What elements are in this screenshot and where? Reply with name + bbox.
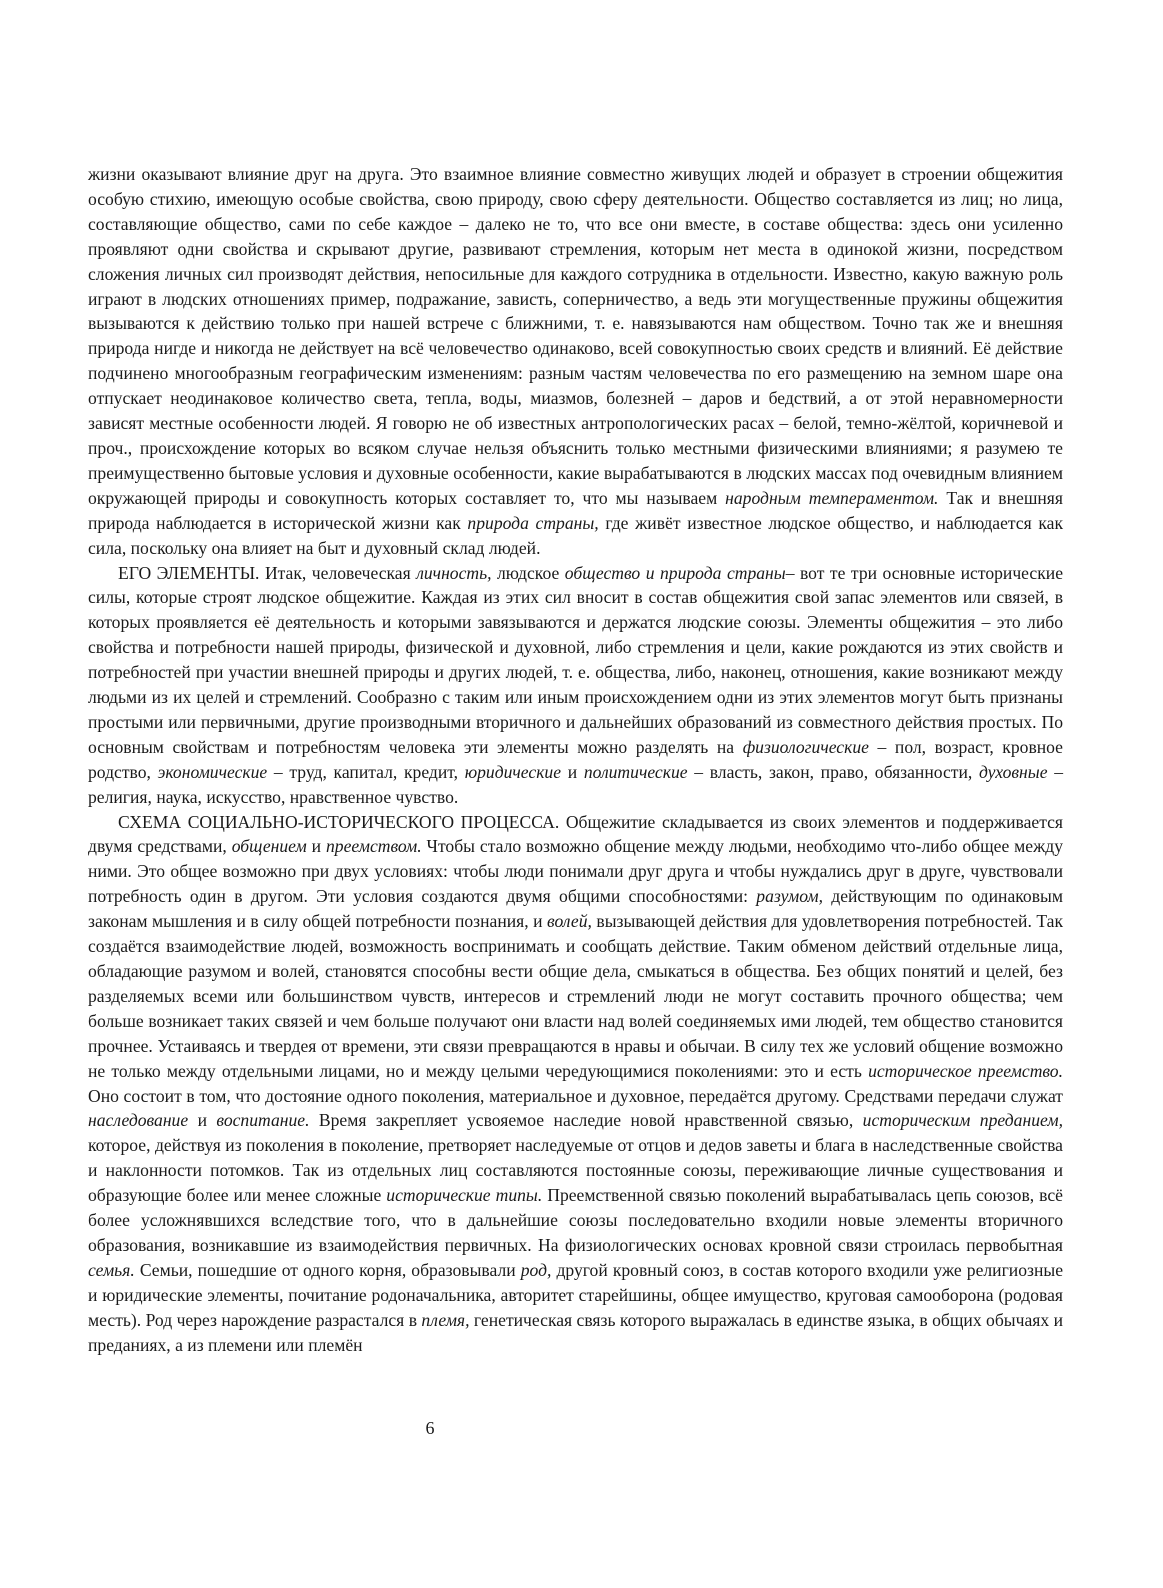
text-run: действующим по одинаковым законам мышления и в силу общей потребности познания, и (88, 886, 1063, 932)
text-run: где живёт известное людское общество, и наблюдается как сила, поскольку она влияет на быт и духовный склад людей. (88, 512, 1063, 558)
italic-term: народным темпераментом. (725, 487, 939, 508)
paragraph-1 (88, 162, 1063, 561)
text-run: людское (491, 562, 565, 583)
italic-term: юридические (464, 761, 562, 782)
italic-term: историческим преданием, (862, 1110, 1063, 1131)
text-run: и (188, 1110, 217, 1131)
italic-term: личность, (416, 562, 492, 583)
paragraph-2 (88, 561, 1063, 810)
text-run: – вот те три основные исторические силы, которые строят людское общежитие. Каждая из этих сил вносит в состав общежития свой запас элементов или связей, в которых проявляется её деятельность и которыми завязываются и держатся людские союзы. Элементы общежития – это либо свойства и потребности нашей природы, физической и духовной, либо стремления и цели, какие рождаются из этих свойств и потребностей при участии внешней природы и других людей, т. е. общества, либо, наконец, отношения, какие возникают между людьми из их целей и стремлений. Сообразно с таким или иным происхождением одни из этих элементов могут быть признаны простыми или первичными, другие производными вторичного и дальнейших образований из совместного действия простых. По основным свойствам и потребностям человека эти элементы можно разделять на (88, 562, 1064, 757)
text-run: – пол, возраст, кровное родство, (88, 736, 1063, 782)
italic-term: воспитание. (216, 1110, 310, 1131)
text-run: – труд, капитал, кредит, (267, 761, 465, 782)
italic-term: общество и природа страны (564, 562, 786, 583)
text-run: и (306, 836, 326, 857)
italic-term: историческое преемство. (868, 1060, 1063, 1081)
italic-term: исторические типы. (386, 1185, 543, 1206)
text-run: Чтобы стало возможно общение между людьми, необходимо что-либо общее между ними. Это общее возможно при двух условиях: чтобы люди понимали друг друга и чтобы нуждались друг в друге, чувствовали потребность один в другом. Эти условия создаются двумя общими способностями: (88, 836, 1063, 907)
text-run: – власть, закон, право, обязанности, (687, 761, 979, 782)
italic-term: род, (520, 1259, 552, 1280)
italic-term: политические (583, 761, 688, 782)
text-run: Так и внешняя природа наблюдается в исторической жизни как (88, 487, 1063, 533)
text-run: ЕГО ЭЛЕМЕНТЫ. Итак, человеческая (118, 562, 417, 583)
italic-term: преемством. (325, 836, 422, 857)
text-run: генетическая связь которого выражалась в единстве языка, в общих обычаях и преданиях, а из племени или племён (88, 1309, 1064, 1355)
text-run: Преемственной связью поколений вырабатывалась цепь союзов, всё более усложнявшихся вследствие того, что в дальнейшие союзы последовательно входили новые элементы вторичного образования, возникавшие из взаимодействия первичных. На физиологических основах кровной связи строилась первобытная (88, 1185, 1063, 1255)
italic-term: экономические (157, 761, 268, 782)
page-body (88, 162, 1063, 1358)
text-run: СХЕМА СОЦИАЛЬНО-ИСТОРИЧЕСКОГО ПРОЦЕССА. Общежитие складывается из своих элементов и поддерживается двумя средствами, (88, 811, 1063, 857)
paragraph-3 (88, 810, 1063, 1358)
text-run: вызывающей действия для удовлетворения потребностей. Так создаётся взаимодействие людей, возможность воспринимать и сообщать действие. Таким обменом действий отдельные лица, обладающие разумом и волей, становятся способны вести общие дела, смыкаться в общества. Без общих понятий и целей, без разделяемых всеми или большинством чувств, интересов и стремлений люди не могут составить прочного общества; чем больше возникает таких связей и чем больше получают они власти над волей соединяемых ими людей, тем общество становится прочнее. Устаиваясь и твердея от времени, эти связи превращаются в нравы и обычаи. В силу тех же условий общение возможно не только между отдельными лицами, но и между целыми чередующимися поколениями: это и есть (88, 911, 1063, 1081)
text-run: – религия, наука, искусство, нравственное чувство. (88, 761, 1063, 807)
text-run: и (561, 761, 584, 782)
italic-term: физиологические (742, 736, 869, 757)
text-run: другой кровный союз, в состав которого входили уже религиозные и юридические элементы, почитание родоначальника, авторитет старейшины, общее имущество, круговая самооборона (родовая месть). Род через нарождение разрастался в (88, 1259, 1064, 1330)
italic-term: общением (231, 836, 307, 857)
page-number: 6 (425, 1418, 435, 1438)
text-run: Оно состоит в том, что достояние одного поколения, материальное и духовное, передаётся другому. Средствами передачи служат (88, 1085, 1063, 1106)
italic-term: семья. (88, 1259, 135, 1280)
italic-term: волей, (547, 911, 592, 932)
italic-term: духовные (979, 761, 1048, 782)
text-run: которое, действуя из поколения в поколение, претворяет наследуемые от отцов и дедов заветы и блага в наследственные свойства и наклонности потомков. Так из отдельных лиц составляются постоянные союзы, переживающие личные существования и образующие более или менее сложные (88, 1135, 1063, 1206)
text-run: Семьи, пошедшие от одного корня, образовывали (134, 1259, 521, 1280)
italic-term: племя, (421, 1309, 470, 1330)
text-run: жизни оказывают влияние друг на друга. Это взаимное влияние совместно живущих людей и образует в строении общежития особую стихию, имеющую особые свойства, свою природу, свою сферу деятельности. Общество составляется из лиц; но лица, составляющие общество, сами по себе каждое – далеко не то, что все они вместе, в составе общества: здесь они усиленно проявляют одни свойства и скрывают другие, развивают стремления, которым нет места в одинокой жизни, посредством сложения личных сил производят действия, непосильные для каждого сотрудника в отдельности. Известно, какую важную роль играют в людских отношениях пример, подражание, зависть, соперничество, а ведь эти могущественные пружины общежития вызываются к действию только при нашей встрече с ближними, т. е. навязываются нам обществом. Точно так же и внешняя природа нигде и никогда не действует на всё человечество одинаково, всей совокупностью своих средств и влияний. Её действие подчинено многообразным географическим изменениям: разным частям человечества по его размещению на земном шаре она отпускает неодинаковое количество света, тепла, воды, миазмов, болезней – даров и бедствий, а от этой неравномерности зависят местные особенности людей. Я говорю не об известных антропологических расах – белой, темно-жёлтой, коричневой и проч., происхождение которых во всяком случае нельзя объяснить только местными физическими влияниями; я разумею те преимущественно бытовые условия и духовные особенности, какие вырабатываются в людских массах под очевидным влиянием окружающей природы и совокупность которых составляет то, что мы называем (88, 164, 1063, 508)
text-run: Время закрепляет усвояемое наследие новой нравственной связью, (309, 1110, 863, 1131)
italic-term: разумом, (756, 886, 823, 907)
italic-term: природа страны, (467, 512, 599, 533)
italic-term: наследование (88, 1110, 189, 1131)
